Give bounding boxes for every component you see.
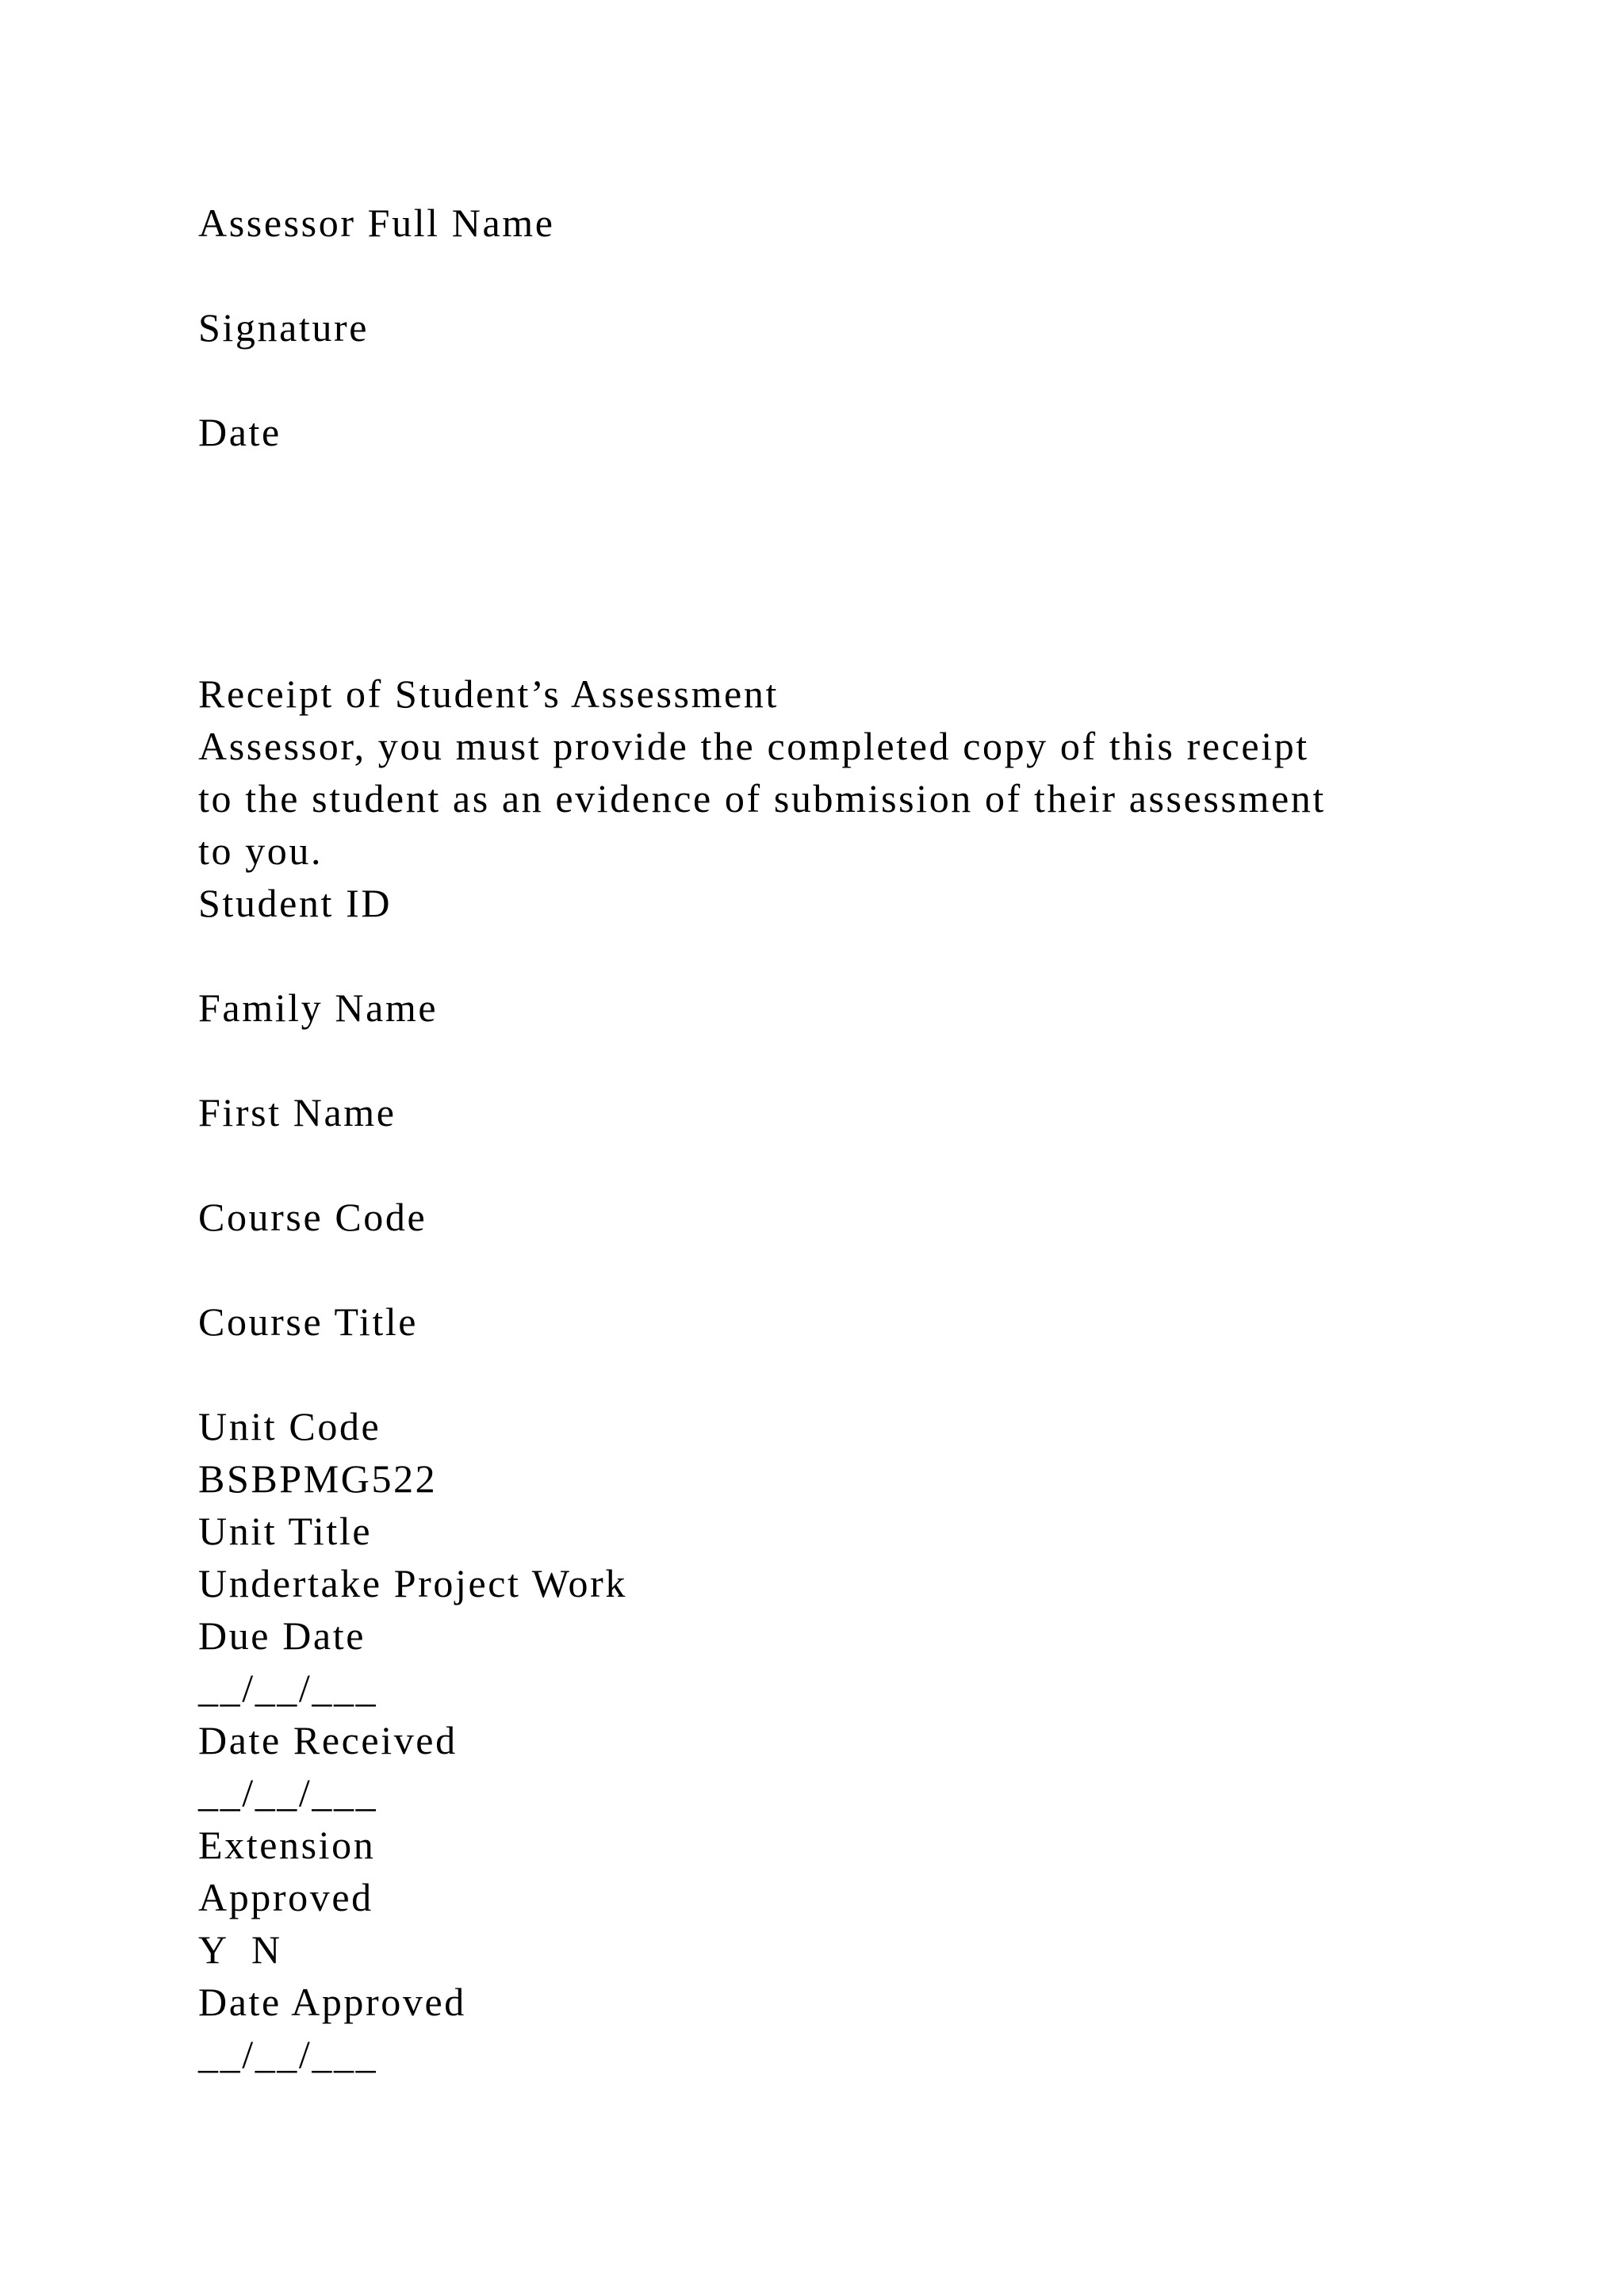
- due-date-value: __/__/___: [198, 1666, 378, 1710]
- unit-title-value: Undertake Project Work: [198, 1561, 627, 1605]
- assessor-full-name-label: Assessor Full Name: [198, 201, 555, 245]
- approved-label: Approved: [198, 1875, 373, 1919]
- date-label: Date: [198, 410, 282, 454]
- unit-code-label: Unit Code: [198, 1404, 381, 1448]
- date-received-value: __/__/___: [198, 1770, 378, 1815]
- signature-label: Signature: [198, 305, 370, 350]
- course-title-label: Course Title: [198, 1299, 419, 1344]
- student-id-label: Student ID: [198, 881, 393, 925]
- date-received-label: Date Received: [198, 1718, 458, 1762]
- first-name-label: First Name: [198, 1090, 396, 1135]
- unit-title-label: Unit Title: [198, 1509, 373, 1553]
- extension-label: Extension: [198, 1823, 376, 1867]
- receipt-title: Receipt of Student’s Assessment: [198, 672, 779, 716]
- unit-code-value: BSBPMG522: [198, 1456, 438, 1501]
- instruction-line-2: to the student as an evidence of submission of their assessment: [198, 776, 1326, 821]
- course-code-label: Course Code: [198, 1195, 427, 1239]
- instruction-line-1: Assessor, you must provide the completed copy of this receipt: [198, 724, 1309, 768]
- date-approved-value: __/__/___: [198, 2032, 378, 2076]
- extension-options: Y N: [198, 1927, 282, 1972]
- family-name-label: Family Name: [198, 985, 439, 1030]
- due-date-label: Due Date: [198, 1613, 366, 1658]
- date-approved-label: Date Approved: [198, 1980, 466, 2024]
- instruction-line-3: to you.: [198, 828, 324, 873]
